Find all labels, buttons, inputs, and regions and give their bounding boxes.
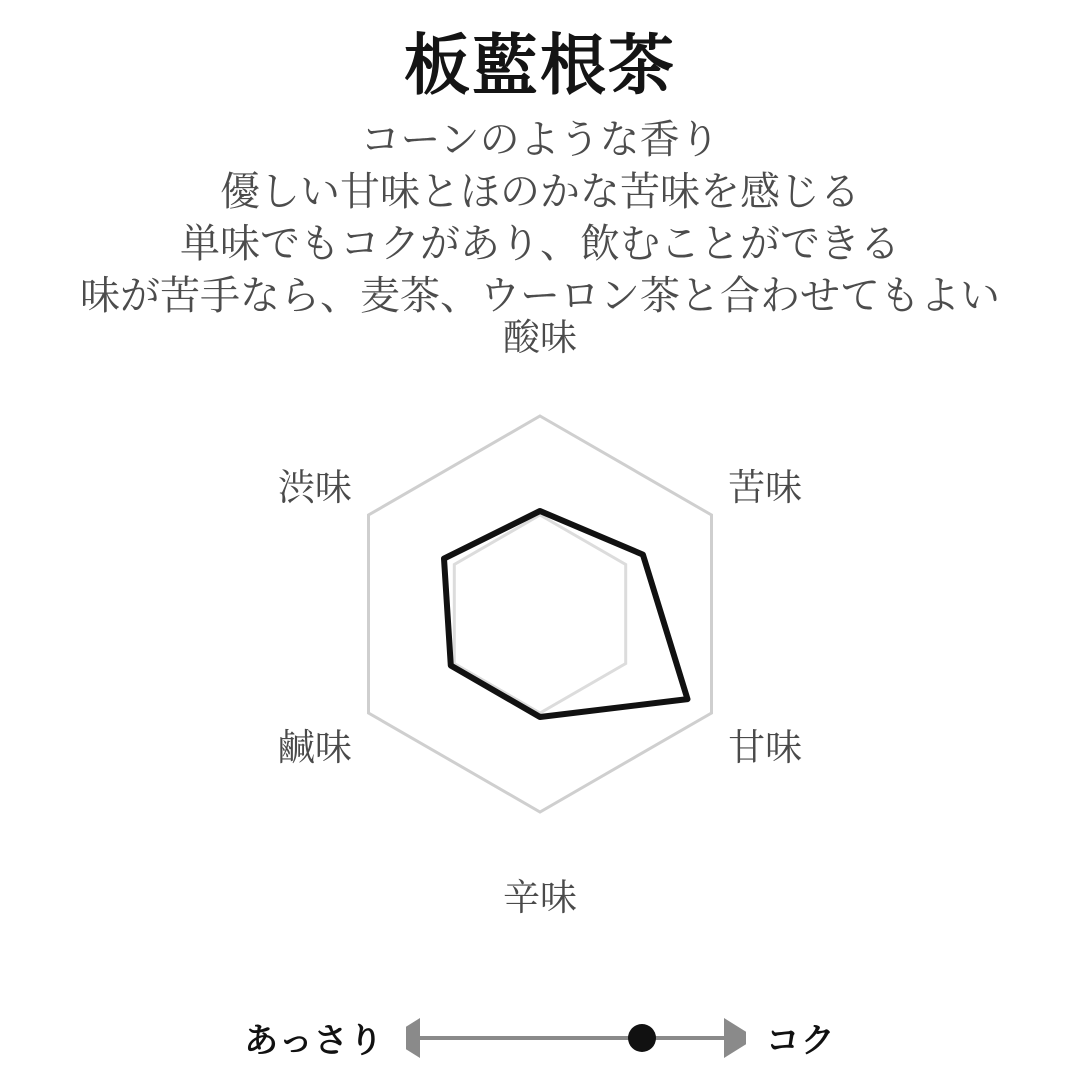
scale-bar	[406, 1018, 746, 1058]
axis-label-kanmi: 鹹味	[277, 725, 352, 769]
page-title: 板藍根茶	[404, 27, 676, 104]
radar-chart	[0, 315, 1080, 946]
description-line-1: コーンのような香り	[360, 116, 720, 163]
description-line-4: 味が苦手なら、麦茶、ウーロン茶と合わせてもよい	[80, 272, 1000, 319]
axis-label-sanmi: 酸味	[503, 315, 577, 359]
axis-label-shibumi: 渋味	[277, 465, 352, 509]
axis-label-amami: 甘味	[728, 725, 803, 769]
description-line-2: 優しい甘味とほのかな苦味を感じる	[220, 168, 860, 215]
description-block	[0, 114, 1080, 322]
scale-label-left: あっさり	[244, 1021, 384, 1061]
axis-label-nigami: 苦味	[728, 465, 803, 509]
richness-scale	[0, 1013, 1080, 1062]
axis-label-karami: 辛味	[503, 875, 577, 919]
radar-chart-svg	[0, 326, 1080, 946]
radar-series-polygon	[444, 511, 688, 717]
description-line-3: 単味でもコクがあり、飲むことができる	[180, 220, 900, 267]
scale-label-right: コク	[765, 1021, 836, 1061]
scale-marker-dot	[628, 1024, 656, 1052]
scale-arrow-svg	[406, 1018, 746, 1058]
